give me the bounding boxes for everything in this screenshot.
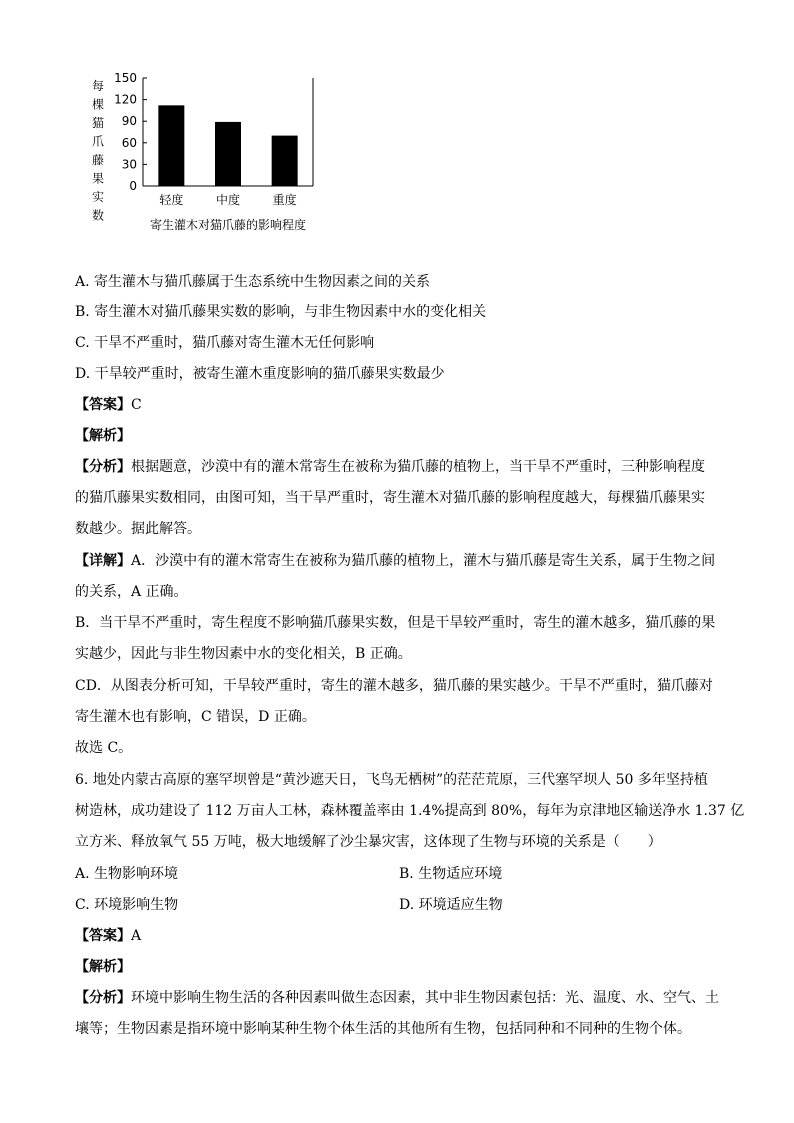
- detail-text: A．沙漠中有的灌木常寄生在被称为猫爪藤的植物上，灌木与猫爪藤是寄生关系，属于生物之间: [131, 553, 716, 569]
- q6-stem-line1: 6. 地处内蒙古高原的塞罕坝曾是“黄沙遮天日，飞鸟无栖树”的茫茫荒原，三代塞罕坝人 50 多年坚持植: [75, 772, 708, 788]
- bar-2: [215, 122, 241, 186]
- q6-option-a: A. 生物影响环境: [75, 866, 179, 882]
- q6-option-c: C. 环境影响生物: [75, 897, 179, 913]
- x-tick-label: 重度: [272, 193, 297, 207]
- analysis-tag: 【分析】: [75, 459, 131, 475]
- q5-conclusion: 故选 C。: [75, 740, 133, 756]
- y-tick-label: 30: [121, 157, 137, 172]
- y-axis-label-char: 果: [91, 171, 105, 186]
- y-axis-label: [92, 78, 104, 223]
- q5-detail-b1: B．当干旱不严重时，寄生程度不影响猫爪藤果实数，但是干旱较严重时，寄生的灌木越多，猫爪藤的果: [75, 615, 716, 631]
- analysis-tag: 【分析】: [75, 990, 131, 1006]
- answer-value: A: [131, 928, 142, 944]
- y-axis-label-char: 藤: [91, 153, 105, 167]
- q5-analysis-line1: [75, 457, 705, 477]
- q5-answer: [75, 395, 142, 415]
- q6-analysis-heading: 【解析】: [75, 959, 131, 975]
- q5-detail-cd2: 寄生灌木也有影响，C 错误，D 正确。: [75, 709, 316, 725]
- answer-tag: 【答案】: [75, 928, 131, 944]
- y-axis-label-char: 爪: [91, 134, 105, 149]
- q5-analysis-line3: 数越少。据此解答。: [75, 521, 201, 537]
- y-axis-label-char: 猫: [91, 116, 105, 130]
- x-tick-label: 中度: [215, 193, 241, 207]
- q5-analysis-line2: 的猫爪藤果实数相同，由图可知，当干旱严重时，寄生灌木对猫爪藤的影响程度越大，每棵猫爪藤果实: [75, 490, 705, 506]
- q5-option-a: A. 寄生灌木与猫爪藤属于生态系统中生物因素之间的关系: [75, 274, 431, 290]
- q6-analysis-line2: 壤等；生物因素是指环境中影响某种生物个体生活的其他所有生物，包括同种和不同种的生物个体。: [75, 1021, 691, 1037]
- q6-option-d: D. 环境适应生物: [399, 897, 503, 913]
- q5-analysis-heading: 【解析】: [75, 428, 131, 444]
- analysis-text: 根据题意，沙漠中有的灌木常寄生在被称为猫爪藤的植物上，当干旱不严重时，三种影响程度: [131, 459, 705, 475]
- answer-value: C: [131, 397, 142, 413]
- q5-detail-cd1: CD．从图表分析可知，干旱较严重时，寄生的灌木越多，猫爪藤的果实越少。干旱不严重时，猫爪藤对: [75, 678, 713, 694]
- q5-option-d: D. 干旱较严重时，被寄生灌木重度影响的猫爪藤果实数最少: [75, 366, 445, 382]
- q6-answer: [75, 926, 141, 946]
- y-tick-label: 0: [129, 179, 137, 193]
- analysis-text: 环境中影响生物生活的各种因素叫做生态因素，其中非生物因素包括：光、温度、水、空气、土: [131, 990, 719, 1006]
- q5-option-c: C. 干旱不严重时，猫爪藤对寄生灌木无任何影响: [75, 335, 375, 351]
- q5-option-b: B. 寄生灌木对猫爪藤果实数的影响，与非生物因素中水的变化相关: [75, 304, 487, 320]
- y-tick-label: 90: [121, 114, 137, 129]
- y-axis-label-char: 每: [91, 79, 105, 93]
- q5-detail-a1: [75, 551, 715, 571]
- q6-stem-line3: 立方米、释放氧气 55 万吨，极大地缓解了沙尘暴灾害，这体现了生物与环境的关系是（ ）: [75, 834, 662, 850]
- y-tick-label: 60: [121, 135, 137, 150]
- detail-tag: 【详解】: [75, 553, 131, 569]
- y-axis-label-char: 棵: [91, 97, 105, 112]
- y-axis-label-char: 数: [91, 208, 105, 223]
- x-axis-label: 寄生灌木对猫爪藤的影响程度: [149, 218, 307, 232]
- y-tick-label: 150: [114, 71, 137, 85]
- y-tick-label: 120: [114, 92, 137, 107]
- bar-1: [158, 105, 184, 186]
- q5-detail-b2: 实越少，因此与非生物因素中水的变化相关，B 正确。: [75, 646, 412, 662]
- y-axis-label-char: 实: [91, 190, 105, 204]
- bar-3: [272, 136, 298, 186]
- q5-detail-a2: 的关系，A 正确。: [75, 584, 188, 600]
- q6-stem-line2: 树造林，成功建设了 112 万亩人工林，森林覆盖率由 1.4%提高到 80%，每年为京津地区输送净水 1.37 亿: [75, 803, 745, 819]
- answer-tag: 【答案】: [75, 397, 131, 413]
- x-tick-label: 轻度: [159, 193, 184, 207]
- q6-analysis-line1: [75, 988, 719, 1008]
- bar-chart: [80, 66, 320, 241]
- q6-option-b: B. 生物适应环境: [399, 866, 503, 882]
